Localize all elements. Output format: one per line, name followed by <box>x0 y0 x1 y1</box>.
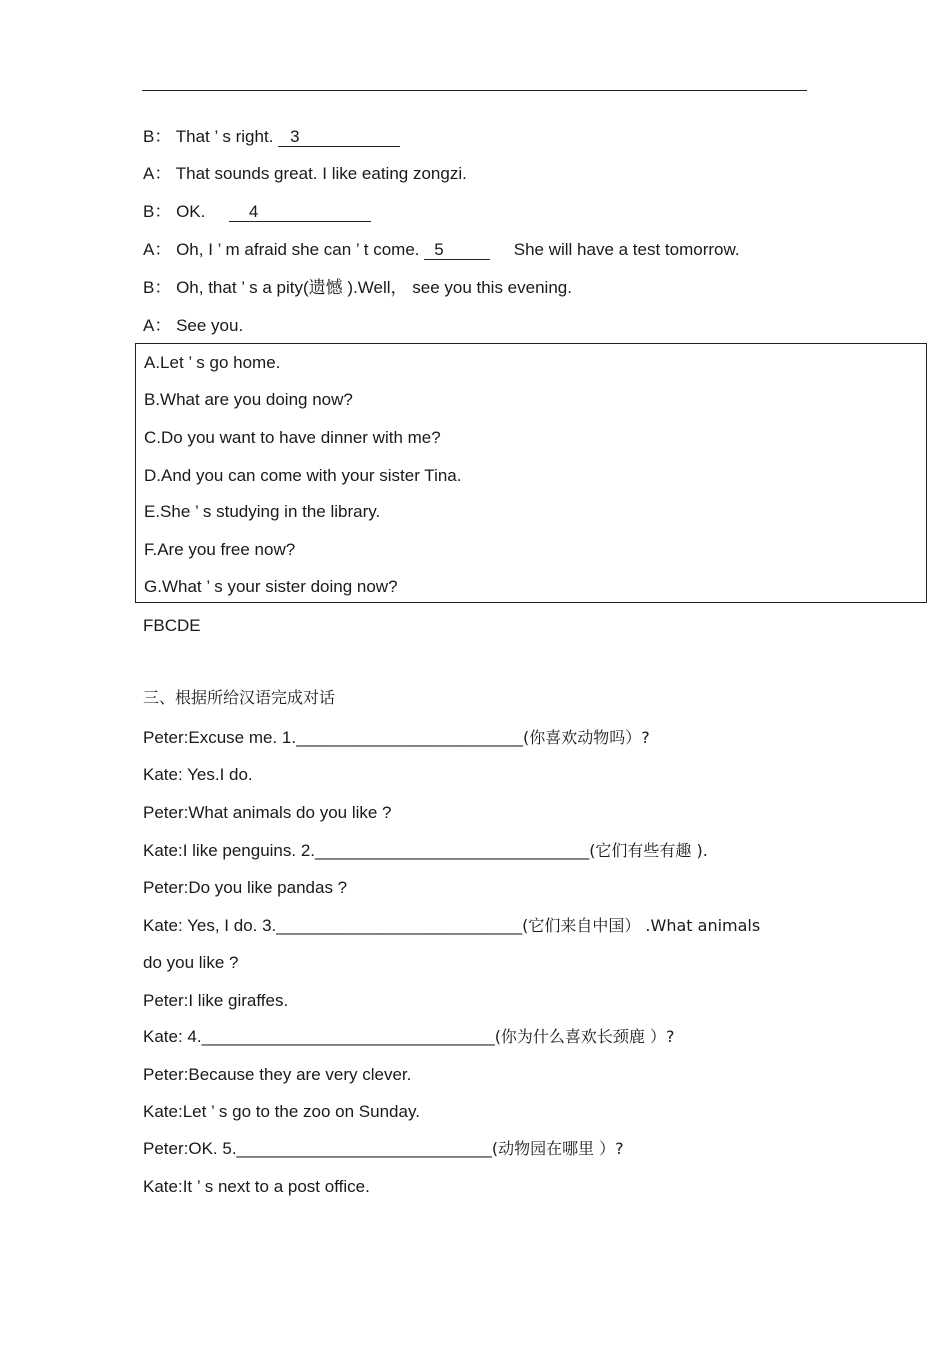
speaker: A： <box>143 240 172 259</box>
section3-line-3 <box>143 803 392 823</box>
section3-line-11 <box>143 1102 420 1122</box>
section3-line-13 <box>143 1177 370 1197</box>
section3-line-2 <box>143 765 253 785</box>
answer-key: FBCDE <box>143 616 201 635</box>
option-e: E.She ’ s studying in the library. <box>144 502 381 521</box>
section3-line-9 <box>143 1027 675 1047</box>
option-g: G.What ’ s your sister doing now? <box>144 577 398 596</box>
line-text: Kate: 4._______________________________ <box>143 1027 495 1046</box>
top-rule <box>142 90 807 91</box>
blank-3[interactable]: 3 <box>278 128 400 147</box>
line-text: See you. <box>176 316 244 335</box>
dialogue1-line-5 <box>143 278 572 298</box>
dialogue1-line-3 <box>143 202 371 222</box>
speaker: B： <box>143 127 172 146</box>
section3-line-8 <box>143 991 288 1011</box>
line-text: Peter:Because they are very clever. <box>143 1065 412 1084</box>
line-text: Oh, I ’ m afraid she can ’ t come. <box>176 240 420 259</box>
section-heading: 三、根据所给汉语完成对话 <box>143 688 336 707</box>
section3-line-4 <box>143 841 708 861</box>
line-text: Kate:Let ’ s go to the zoo on Sunday. <box>143 1102 420 1121</box>
line-text: Kate:I like penguins. 2._____________________________ <box>143 841 590 860</box>
section3-line-7 <box>143 953 238 973</box>
blank-5[interactable]: 5 <box>424 241 490 260</box>
line-text: Peter:Excuse me. 1.________________________ <box>143 728 523 747</box>
section3-line-1 <box>143 728 650 748</box>
line-text: Peter:Do you like pandas ? <box>143 878 348 897</box>
option-d: D.And you can come with your sister Tina. <box>144 466 462 485</box>
line-text: Peter:What animals do you like ? <box>143 803 392 822</box>
speaker: B： <box>143 202 172 221</box>
blank-4[interactable]: 4 <box>229 203 371 222</box>
dialogue1-line-4 <box>143 240 740 260</box>
chinese-hint: (它们来自中国） .What animals <box>522 916 761 935</box>
speaker: B： <box>143 278 172 297</box>
speaker: A： <box>143 164 172 183</box>
line-text-after: She will have a test tomorrow. <box>513 240 740 259</box>
speaker: A： <box>143 316 172 335</box>
option-a: A.Let ’ s go home. <box>144 353 281 372</box>
line-text: That ’ s right. <box>175 127 274 146</box>
option-b: B.What are you doing now? <box>144 390 353 409</box>
line-text: Kate: Yes, I do. 3.__________________________ <box>143 916 523 935</box>
section3-line-5 <box>143 878 347 898</box>
section3-line-10 <box>143 1065 411 1085</box>
chinese-hint: (你喜欢动物吗）? <box>522 728 650 747</box>
chinese-hint: (你为什么喜欢长颈鹿 ）? <box>494 1027 675 1046</box>
dialogue1-line-2 <box>143 164 467 184</box>
chinese-hint: (它们有些有趣 ). <box>589 841 708 860</box>
chinese-hint: (动物园在哪里 ）? <box>491 1139 624 1158</box>
line-text: Kate:It ’ s next to a post office. <box>143 1177 370 1196</box>
option-c: C.Do you want to have dinner with me? <box>144 428 441 447</box>
options-box <box>135 343 927 603</box>
section3-line-6 <box>143 916 760 936</box>
line-text: Kate: Yes.I do. <box>143 765 253 784</box>
line-text: That sounds great. I like eating zongzi. <box>175 164 467 183</box>
dialogue1-line-1 <box>143 127 400 147</box>
line-text: Oh, that ’ s a pity(遗憾 ).Well， see you this evening. <box>176 278 572 297</box>
section3-line-12 <box>143 1139 624 1159</box>
dialogue1-line-6 <box>143 316 243 336</box>
line-text: OK. <box>176 202 206 221</box>
line-text: do you like ? <box>143 953 239 972</box>
line-text: Peter:OK. 5.___________________________ <box>143 1139 492 1158</box>
line-text: Peter:I like giraffes. <box>143 991 289 1010</box>
option-f: F.Are you free now? <box>144 540 296 559</box>
